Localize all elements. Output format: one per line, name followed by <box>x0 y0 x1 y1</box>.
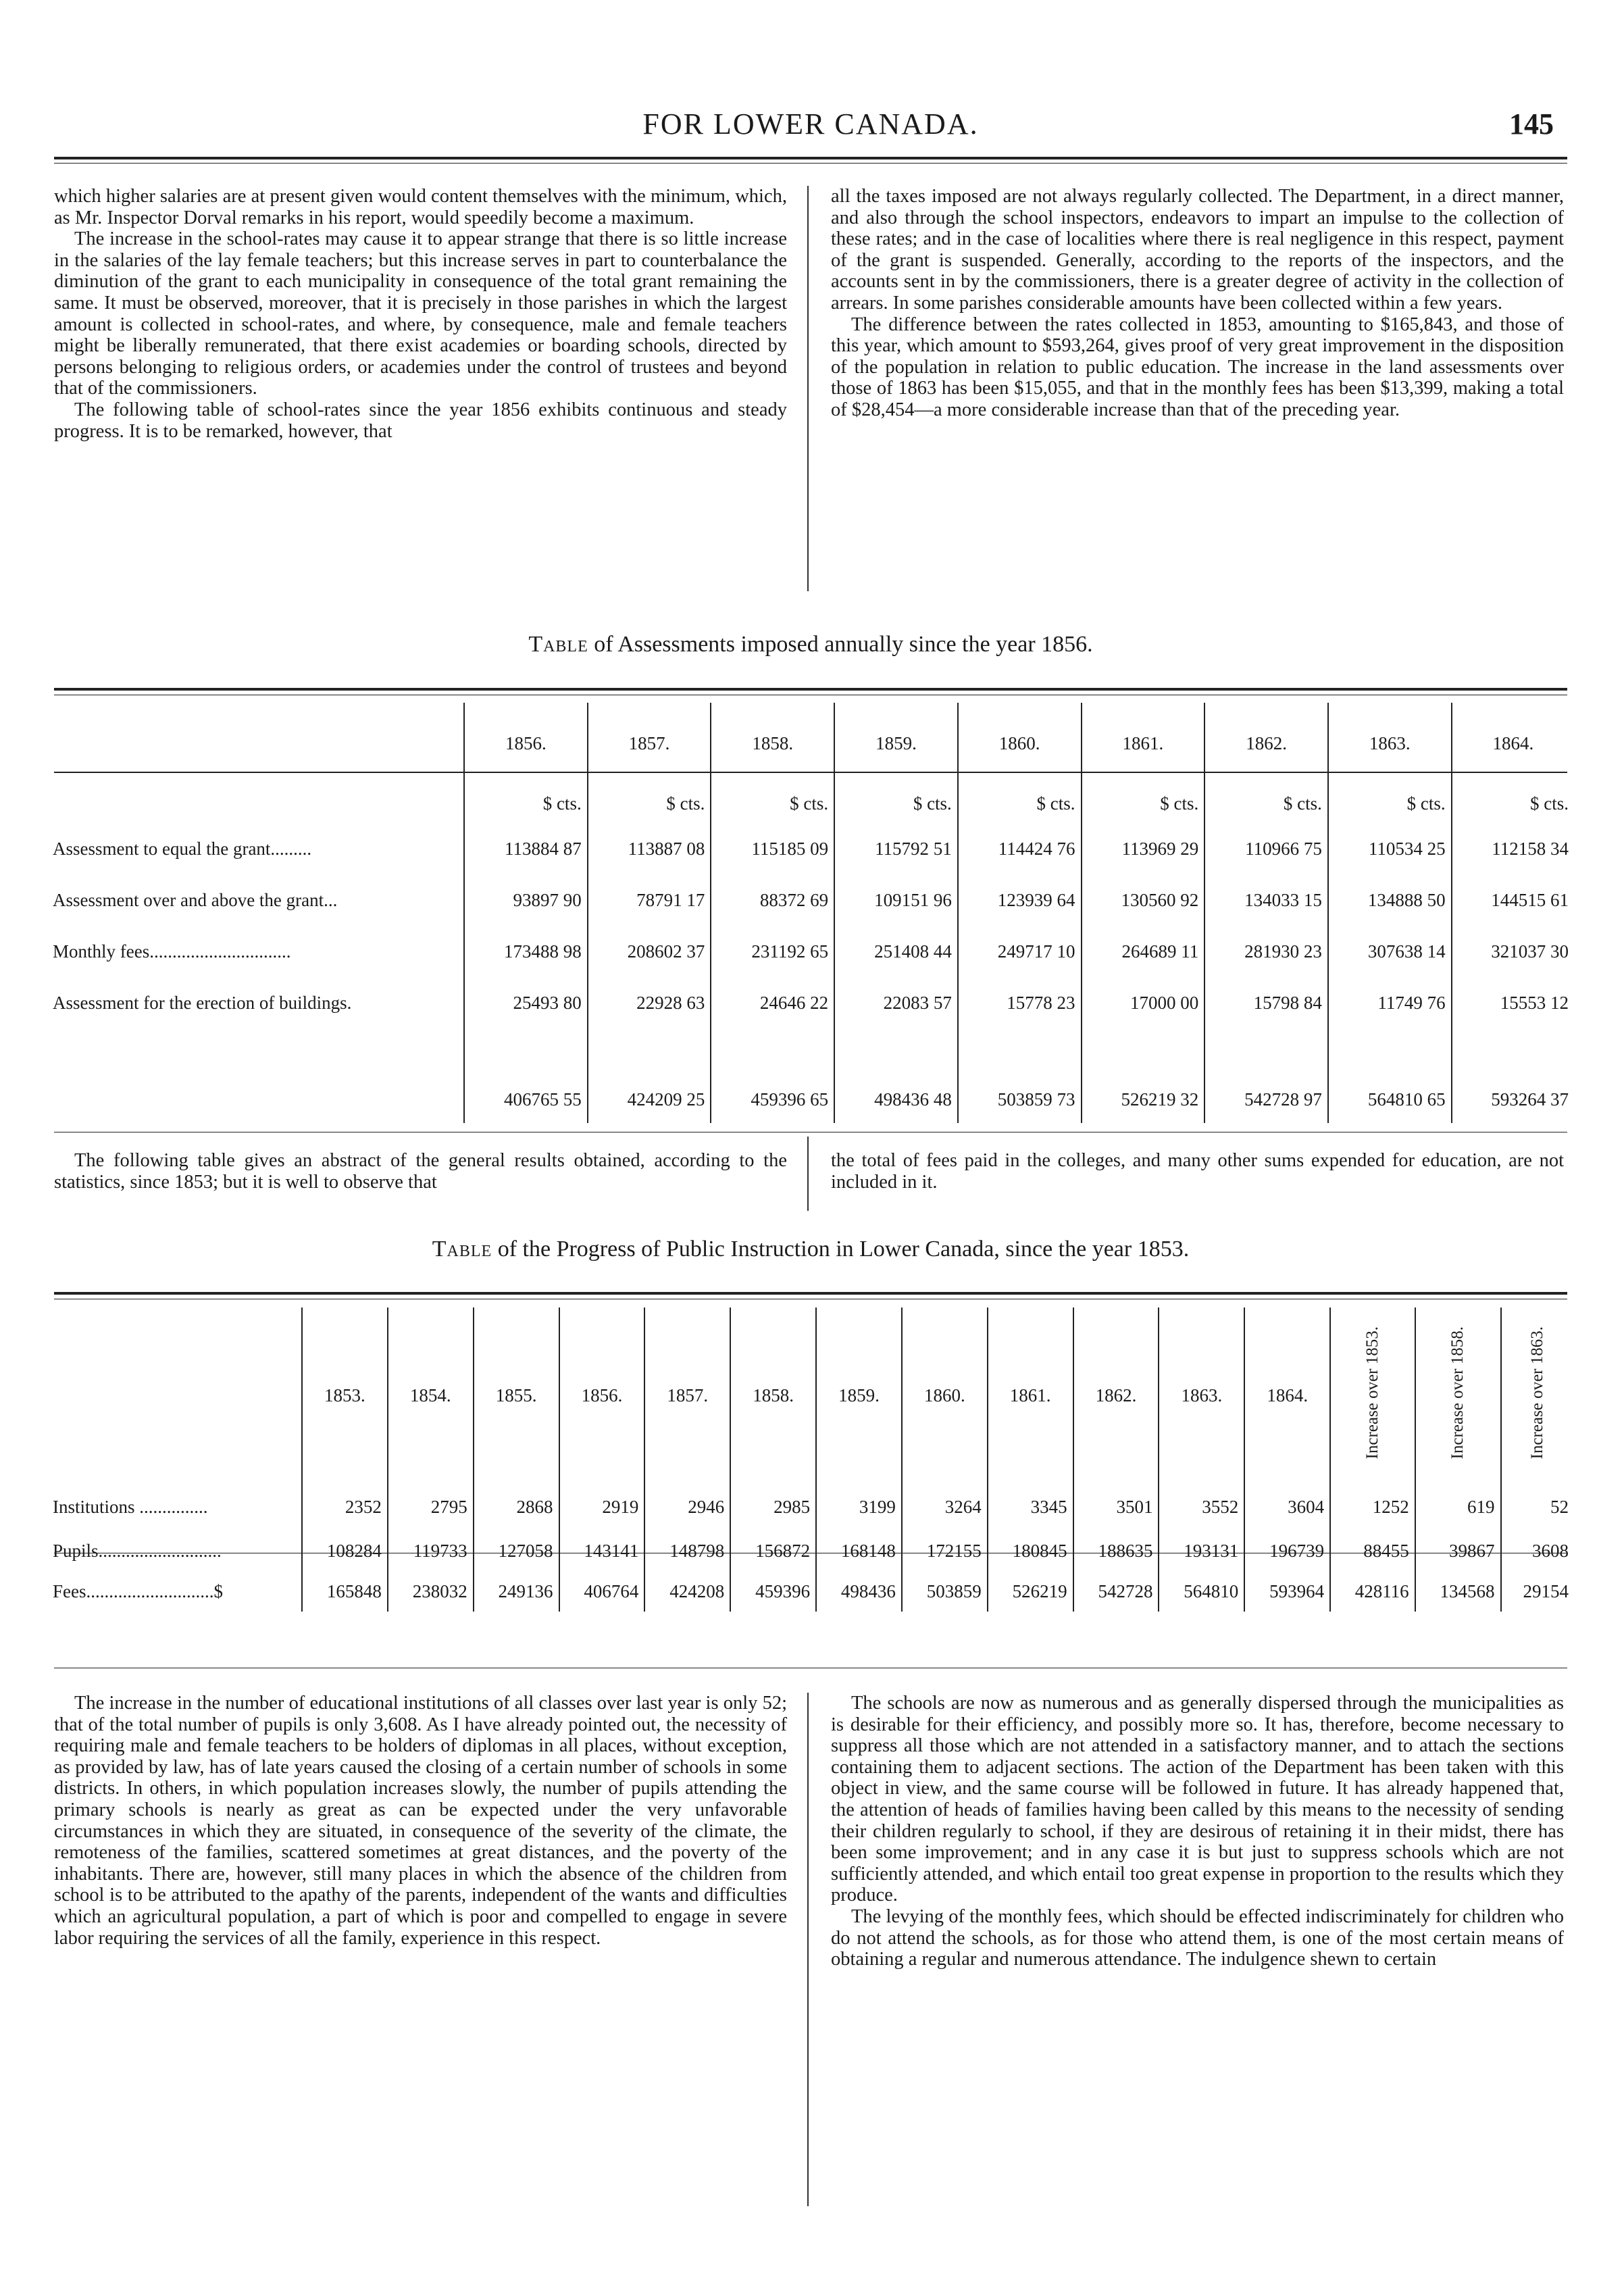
year-header: 1853. <box>302 1307 388 1483</box>
table-cell: 123939 64 <box>958 874 1082 926</box>
table-cell: 231192 65 <box>711 926 834 977</box>
year-header: 1863. <box>1328 703 1452 784</box>
paragraph: The levying of the monthly fees, which should be effected indiscriminately for children who do not attend the schools, as for those who attend them, is one of the most certain means of obtaining a regular and numerous attendance. The indulgence shewn to certain <box>831 1905 1564 1970</box>
total-cell: 542728 97 <box>1204 1076 1328 1123</box>
table-cell: 593964 <box>1244 1571 1330 1612</box>
row-label: Monthly fees............................... <box>53 941 291 962</box>
table-row <box>47 977 1574 1028</box>
increase-cell: 428116 <box>1330 1571 1415 1612</box>
year-header: 1858. <box>711 703 834 784</box>
table-cell: 2946 <box>644 1483 730 1530</box>
unit-label: $ cts. <box>1452 784 1574 823</box>
caption-lead: Table <box>528 632 588 657</box>
table2-top-rule <box>54 1292 1567 1295</box>
year-header: 1858. <box>730 1307 816 1483</box>
paragraph: The increase in the number of educational institutions of all classes over last year is only 52; that of the total number of pupils is only 3,608. As I have already pointed out, the necessity of requiring male and female teachers to be holders of diplomas in all places, without exception, as provided by law, has of late years caused the closing of a certain number of schools in some districts. In others, in which population increases slowly, the number of pupils attending the primary schools is nearly as great as can be expected under the very unfavorable circumstances in which they are situated, in consequence of the severity of the climate, the remoteness of the families, scattered sometimes at great distances, and the poverty of the inhabitants. There are, however, still many places in which the absence of the children from school is to be attributed to the apathy of the parents, independent of the wants and difficulties which an agricultural population, a part of which is poor and compelled to engage in severe labor requiring the services of all the family, experience in this respect. <box>54 1693 787 1949</box>
spacer-cell <box>588 1028 711 1076</box>
increase-cell: 52 <box>1501 1483 1574 1530</box>
increase-cell: 29154 <box>1501 1571 1574 1612</box>
column-divider <box>807 1137 809 1211</box>
stub-cell <box>47 1028 464 1076</box>
table-cell: 130560 92 <box>1082 874 1205 926</box>
intro-left-column <box>54 186 787 442</box>
table-row <box>47 874 1574 926</box>
increase-header-label: Increase over 1858. <box>1448 1326 1467 1460</box>
increase-header-label: Increase over 1853. <box>1363 1326 1381 1460</box>
unit-row <box>47 784 1574 823</box>
row-label: Assessment over and above the grant... <box>53 889 338 910</box>
intro-right-column <box>831 186 1564 421</box>
table-row <box>47 1530 1574 1571</box>
closing-section <box>54 1693 1567 2166</box>
total-cell: 526219 32 <box>1082 1076 1205 1123</box>
table-cell: 2919 <box>559 1483 645 1530</box>
year-header: 1862. <box>1073 1307 1159 1483</box>
unit-label: $ cts. <box>1082 784 1205 823</box>
table-cell: 25493 80 <box>464 977 588 1028</box>
unit-label: $ cts. <box>1328 784 1452 823</box>
table-cell: 11749 76 <box>1328 977 1452 1028</box>
year-header: 1861. <box>988 1307 1073 1483</box>
table-cell: 3552 <box>1159 1483 1244 1530</box>
increase-header <box>1501 1307 1574 1483</box>
increase-cell: 134568 <box>1415 1571 1501 1612</box>
table-cell: 503859 <box>902 1571 988 1612</box>
spacer-cell <box>1328 1028 1452 1076</box>
paragraph: The following table of school-rates since the year 1856 exhibits continuous and steady progress. It is to be remarked, however, that <box>54 399 787 442</box>
paragraph: all the taxes imposed are not always regularly collected. The Department, in a direct manner, and also through the school inspectors, endeavors to impart an impulse to the collection of these rates; and in the case of localities where there is real negligence in this respect, payment of the grant is suspended. Generally, according to the reports of the inspectors, and the accounts sent in by the commissioners, there is a greater degree of activity in the collection of arrears. In some parishes considerable amounts have been collected within a few years. <box>831 186 1564 314</box>
middle-section <box>54 1150 1567 1204</box>
page-header <box>61 101 1560 149</box>
table-cell: 15798 84 <box>1204 977 1328 1028</box>
year-header: 1856. <box>559 1307 645 1483</box>
table-cell: 114424 76 <box>958 823 1082 874</box>
table-cell: 2795 <box>388 1483 474 1530</box>
table-cell: 143141 <box>559 1530 645 1571</box>
closing-right-column <box>831 1693 1564 1970</box>
row-label: Assessment to equal the grant......... <box>53 838 312 859</box>
table-cell: 156872 <box>730 1530 816 1571</box>
row-label: Fees............................$ <box>53 1580 223 1601</box>
page-number: 145 <box>1509 107 1554 141</box>
table-header-row <box>47 1307 1574 1483</box>
intro-section <box>54 186 1567 595</box>
table-cell: 134033 15 <box>1204 874 1328 926</box>
table-cell: 406764 <box>559 1571 645 1612</box>
year-header: 1861. <box>1082 703 1205 784</box>
stub-header <box>47 1307 302 1483</box>
year-header: 1859. <box>834 703 958 784</box>
spacer-cell <box>1452 1028 1574 1076</box>
table-cell: 144515 61 <box>1452 874 1574 926</box>
table-row <box>47 1483 1574 1530</box>
table-cell: 249717 10 <box>958 926 1082 977</box>
increase-header-label: Increase over 1863. <box>1528 1326 1547 1460</box>
totals-stub <box>47 1076 464 1123</box>
total-cell: 503859 73 <box>958 1076 1082 1123</box>
table-cell: 119733 <box>388 1530 474 1571</box>
total-cell: 459396 65 <box>711 1076 834 1123</box>
table-cell: 112158 34 <box>1452 823 1574 874</box>
table-row <box>47 926 1574 977</box>
closing-left-column <box>54 1693 787 1949</box>
year-header: 1864. <box>1452 703 1574 784</box>
year-header: 1864. <box>1244 1307 1330 1483</box>
table-cell: 115185 09 <box>711 823 834 874</box>
totals-row <box>47 1076 1574 1123</box>
paragraph: which higher salaries are at present given would content themselves with the minimum, which, as Mr. Inspector Dorval remarks in his report, would speedily become a maximum. <box>54 186 787 228</box>
increase-cell: 39867 <box>1415 1530 1501 1571</box>
middle-right-column <box>831 1150 1564 1193</box>
column-divider <box>807 186 809 591</box>
table-cell: 459396 <box>730 1571 816 1612</box>
table-cell: 238032 <box>388 1571 474 1612</box>
unit-label: $ cts. <box>711 784 834 823</box>
table-cell: 180845 <box>988 1530 1073 1571</box>
year-header: 1860. <box>902 1307 988 1483</box>
assessments-table <box>47 703 1574 1123</box>
year-header: 1859. <box>816 1307 902 1483</box>
table-cell: 3345 <box>988 1483 1073 1530</box>
table-row <box>47 823 1574 874</box>
increase-header <box>1330 1307 1415 1483</box>
year-header: 1854. <box>388 1307 474 1483</box>
table-cell: 3501 <box>1073 1483 1159 1530</box>
year-header: 1856. <box>464 703 588 784</box>
table-spacer-row <box>47 1028 1574 1076</box>
year-header: 1863. <box>1159 1307 1244 1483</box>
table-cell: 3199 <box>816 1483 902 1530</box>
table-cell: 109151 96 <box>834 874 958 926</box>
caption-text: of the Progress of Public Instruction in Lower Canada, since the year 1853. <box>492 1237 1190 1262</box>
table-cell: 526219 <box>988 1571 1073 1612</box>
table-cell: 2352 <box>302 1483 388 1530</box>
table-cell: 249136 <box>474 1571 559 1612</box>
total-cell: 593264 37 <box>1452 1076 1574 1123</box>
unit-label: $ cts. <box>958 784 1082 823</box>
table-cell: 15553 12 <box>1452 977 1574 1028</box>
table-cell: 127058 <box>474 1530 559 1571</box>
paragraph: the total of fees paid in the colleges, and many other sums expended for education, are not included in it. <box>831 1150 1564 1193</box>
table-cell: 498436 <box>816 1571 902 1612</box>
table-cell: 196739 <box>1244 1530 1330 1571</box>
table-cell: 88372 69 <box>711 874 834 926</box>
table-cell: 165848 <box>302 1571 388 1612</box>
paragraph: The following table gives an abstract of the general results obtained, according to the statistics, since 1853; but it is well to observe that <box>54 1150 787 1193</box>
table-cell: 108284 <box>302 1530 388 1571</box>
total-cell: 564810 65 <box>1328 1076 1452 1123</box>
caption-text: of Assessments imposed annually since the year 1856. <box>588 632 1093 657</box>
table-cell: 3604 <box>1244 1483 1330 1530</box>
table-cell: 22083 57 <box>834 977 958 1028</box>
total-cell: 406765 55 <box>464 1076 588 1123</box>
header-rule <box>54 157 1567 159</box>
increase-cell: 88455 <box>1330 1530 1415 1571</box>
increase-header <box>1415 1307 1501 1483</box>
paragraph: The difference between the rates collected in 1853, amounting to $165,843, and those of this year, which amount to $593,264, gives proof of very great improvement in the disposition of the population in relation to public education. The increase in the land assessments over those of 1863 has been $15,055, and that in the monthly fees has been $13,399, making a total of $28,454—a more considerable increase than that of the preceding year. <box>831 314 1564 420</box>
unit-label: $ cts. <box>588 784 711 823</box>
table-cell: 17000 00 <box>1082 977 1205 1028</box>
table-cell: 93897 90 <box>464 874 588 926</box>
unit-label: $ cts. <box>464 784 588 823</box>
table-cell: 173488 98 <box>464 926 588 977</box>
row-label: Pupils........................... <box>53 1540 222 1561</box>
table-cell: 208602 37 <box>588 926 711 977</box>
table-cell: 22928 63 <box>588 977 711 1028</box>
table1-header-rule <box>54 772 1567 773</box>
table-cell: 321037 30 <box>1452 926 1574 977</box>
table-cell: 2868 <box>474 1483 559 1530</box>
table-cell: 168148 <box>816 1530 902 1571</box>
table-cell: 2985 <box>730 1483 816 1530</box>
progress-table <box>47 1307 1574 1612</box>
table-cell: 3264 <box>902 1483 988 1530</box>
spacer-cell <box>1082 1028 1205 1076</box>
caption-lead: Table <box>432 1237 492 1262</box>
table-cell: 264689 11 <box>1082 926 1205 977</box>
middle-left-column <box>54 1150 787 1193</box>
table-cell: 251408 44 <box>834 926 958 977</box>
table-cell: 15778 23 <box>958 977 1082 1028</box>
table-cell: 134888 50 <box>1328 874 1452 926</box>
table-cell: 113969 29 <box>1082 823 1205 874</box>
year-header: 1857. <box>644 1307 730 1483</box>
table-row <box>47 1571 1574 1612</box>
increase-cell: 619 <box>1415 1483 1501 1530</box>
spacer-cell <box>1204 1028 1328 1076</box>
unit-label: $ cts. <box>834 784 958 823</box>
table-cell: 281930 23 <box>1204 926 1328 977</box>
table-cell: 113884 87 <box>464 823 588 874</box>
header-rule-thin <box>54 163 1567 164</box>
table-cell: 113887 08 <box>588 823 711 874</box>
spacer-cell <box>834 1028 958 1076</box>
total-cell: 498436 48 <box>834 1076 958 1123</box>
table-cell: 24646 22 <box>711 977 834 1028</box>
stub-cell <box>47 784 464 823</box>
table-cell: 188635 <box>1073 1530 1159 1571</box>
increase-cell: 1252 <box>1330 1483 1415 1530</box>
table-cell: 564810 <box>1159 1571 1244 1612</box>
paragraph: The increase in the school-rates may cause it to appear strange that there is so little increase in the salaries of the lay female teachers; but this increase serves in part to counterbalance the diminution of the grant to each municipality in consequence of the total grant remaining the same. It must be observed, moreover, that it is precisely in those parishes in which the largest amount is collected in school-rates, and where, by consequence, male and female teachers might be liberally remunerated, that there exist academies or boarding schools, directed by persons belonging to religious orders, or academies under the control of trustees and beyond that of the commissioners. <box>54 228 787 399</box>
table-cell: 307638 14 <box>1328 926 1452 977</box>
row-label: Institutions ............... <box>53 1496 208 1517</box>
row-label: Assessment for the erection of buildings. <box>53 992 352 1013</box>
table2-caption <box>54 1237 1567 1262</box>
column-divider <box>807 1693 809 2206</box>
table1-top-rule <box>54 688 1567 691</box>
spacer-cell <box>958 1028 1082 1076</box>
paragraph: The schools are now as numerous and as generally dispersed through the municipalities as is desirable for their efficiency, and possibly more so. It has, therefore, become necessary to suppress all those which are not attended in a satisfactory manner, and to attach the sections containing them to adjacent sections. The action of the Department has been taken with this object in view, and the same course will be followed in future. It has already happened that, the attention of heads of families having been called by this means to the necessity of sending their children regularly to school, if they are desirous of retaining it in their midst, there has been some improvement; and in any case it is but just to suppress schools which are not sufficiently attended, and which entail too great expense in proportion to the results which they produce. <box>831 1693 1564 1906</box>
table-cell: 148798 <box>644 1530 730 1571</box>
increase-cell: 3608 <box>1501 1530 1574 1571</box>
table-cell: 424208 <box>644 1571 730 1612</box>
spacer-cell <box>711 1028 834 1076</box>
unit-label: $ cts. <box>1204 784 1328 823</box>
table1-caption <box>54 632 1567 657</box>
spacer-cell <box>464 1028 588 1076</box>
table-cell: 193131 <box>1159 1530 1244 1571</box>
running-title: FOR LOWER CANADA. <box>642 107 979 141</box>
table-cell: 115792 51 <box>834 823 958 874</box>
year-header: 1860. <box>958 703 1082 784</box>
table-cell: 542728 <box>1073 1571 1159 1612</box>
total-cell: 424209 25 <box>588 1076 711 1123</box>
year-header: 1862. <box>1204 703 1328 784</box>
year-header: 1855. <box>474 1307 559 1483</box>
year-header: 1857. <box>588 703 711 784</box>
table-cell: 78791 17 <box>588 874 711 926</box>
table-cell: 110534 25 <box>1328 823 1452 874</box>
table-cell: 172155 <box>902 1530 988 1571</box>
table-cell: 110966 75 <box>1204 823 1328 874</box>
